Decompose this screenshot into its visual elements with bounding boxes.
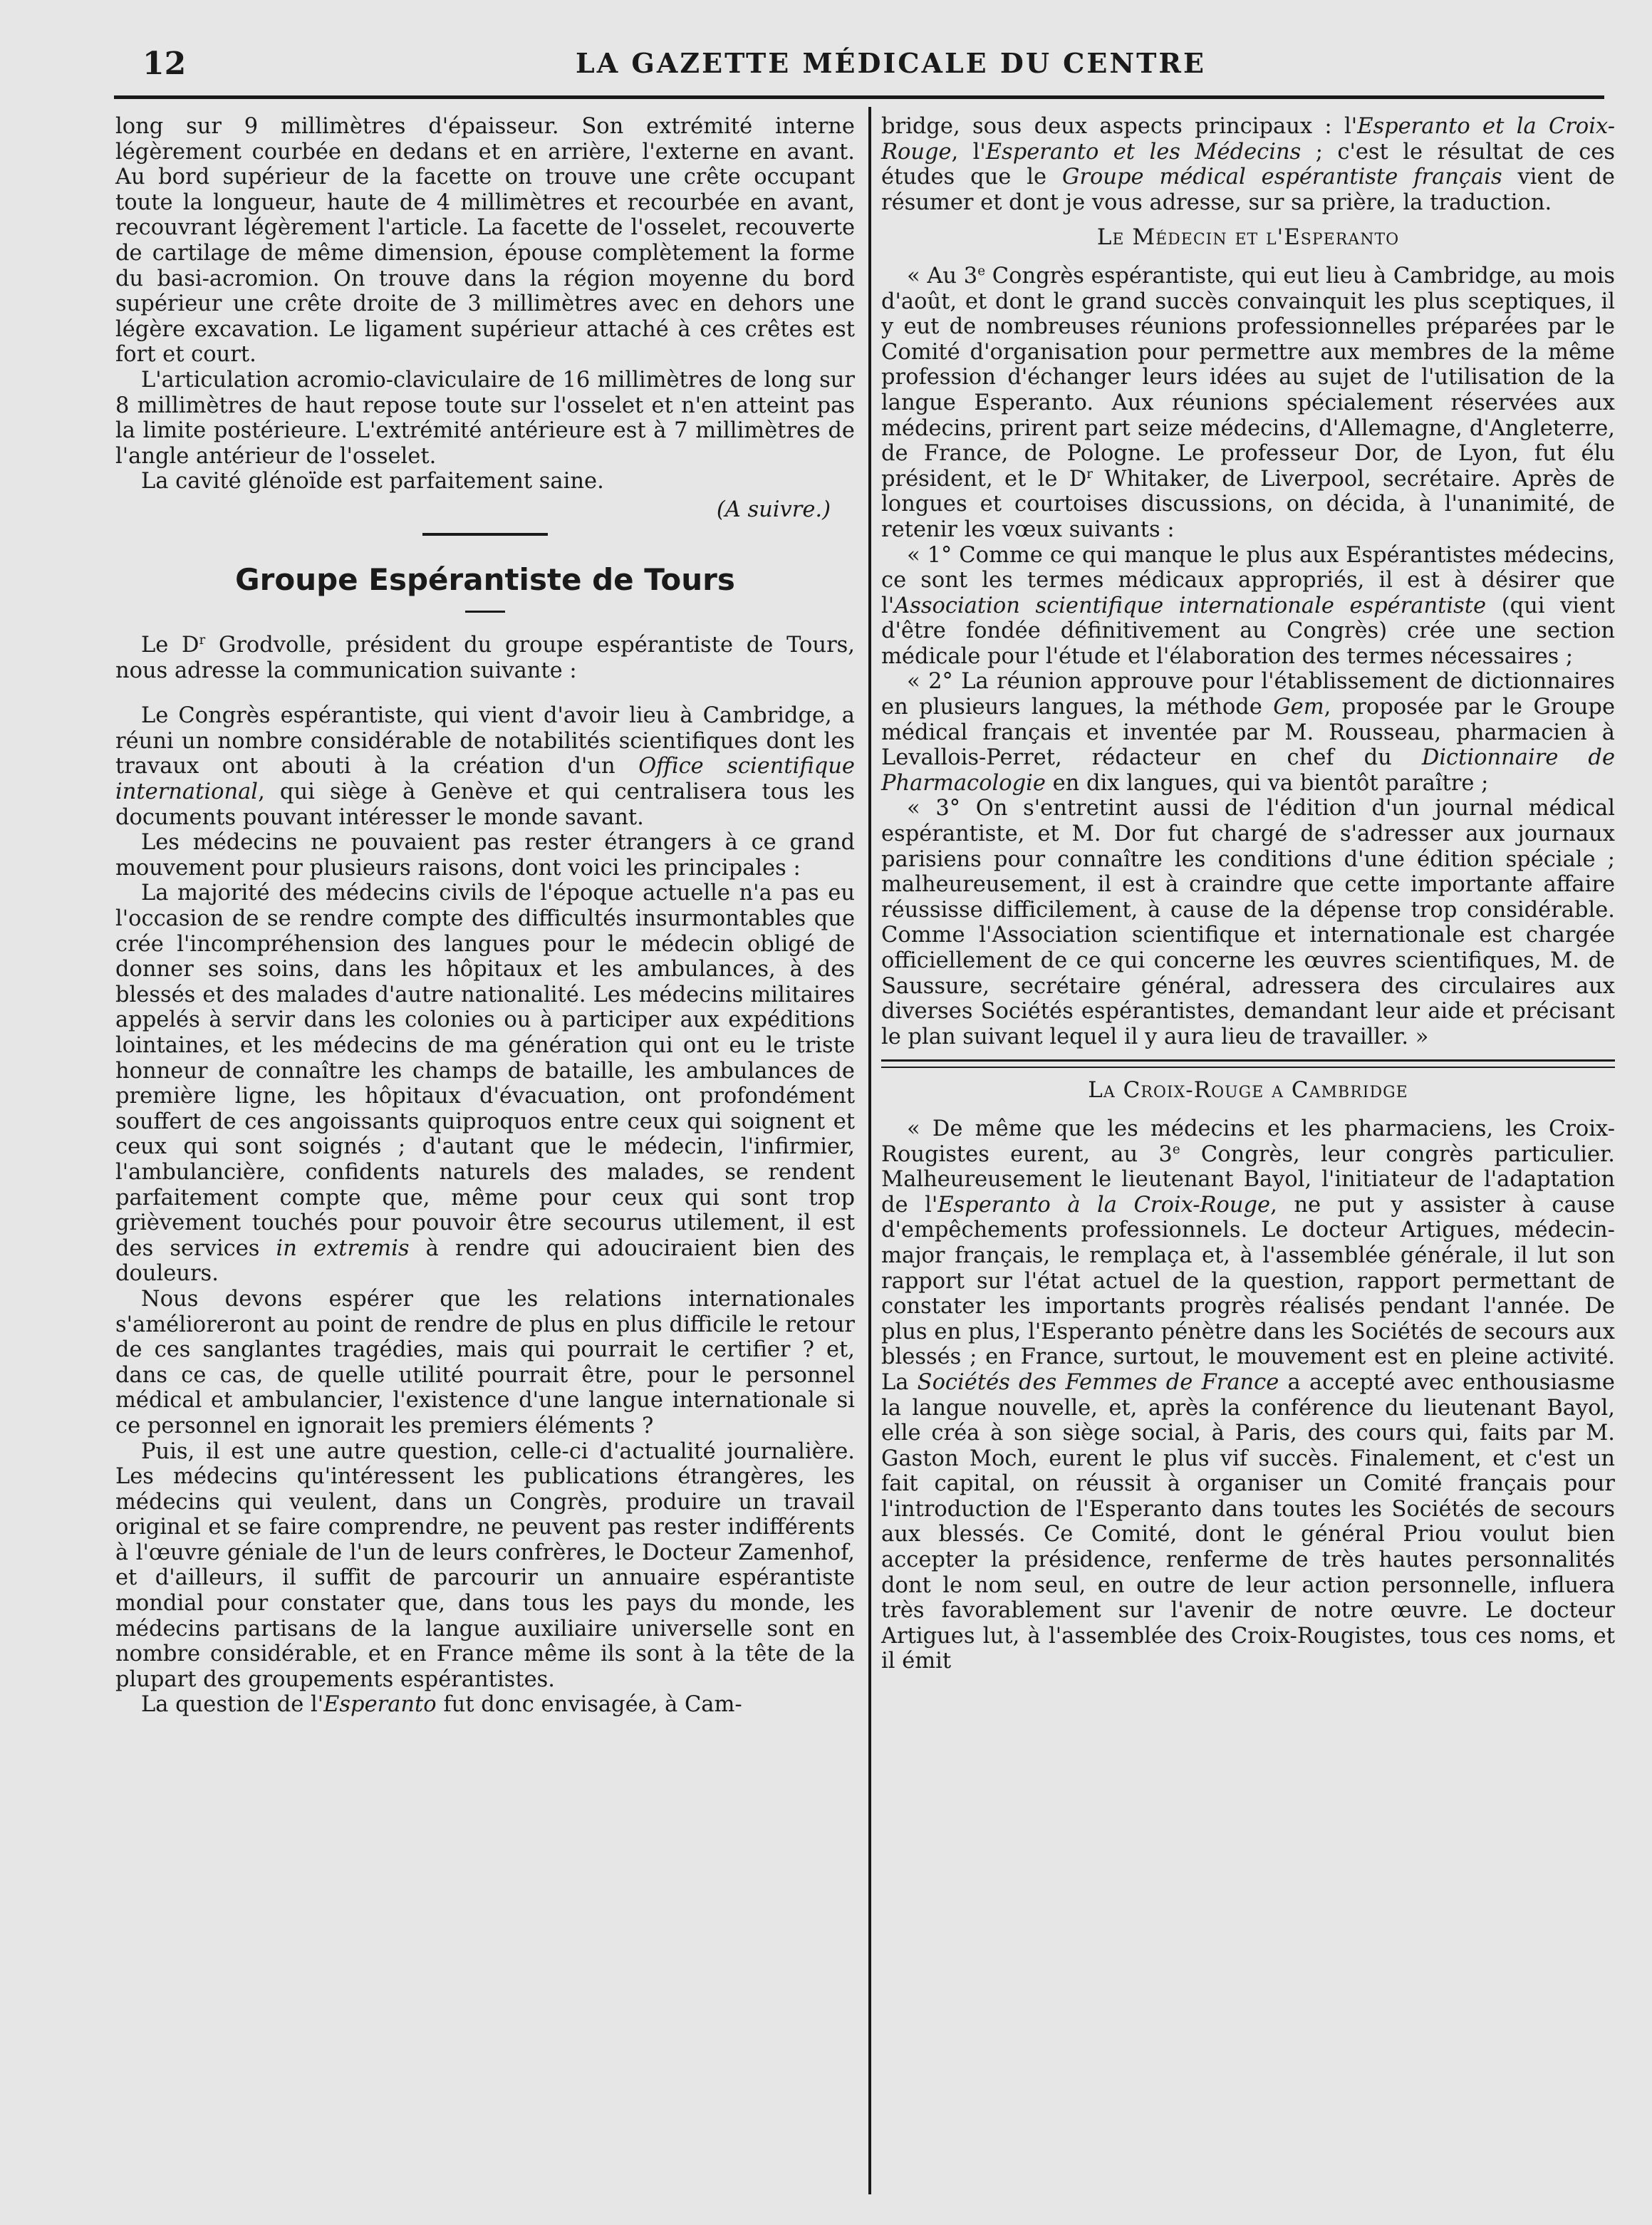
intro-paragraph: Le $D^r$ Grodvolle, président du groupe espérantiste de Tours, nous adresse la communication suivante : (115, 632, 855, 683)
section-rule (422, 533, 548, 536)
left-column (115, 114, 855, 1718)
right-column (881, 114, 1615, 1674)
title-dash (465, 611, 505, 613)
paragraph: Les médecins ne pouvaient pas rester étrangers à ce grand mouvement pour plusieurs raisons, dont voici les principales : (115, 830, 855, 881)
paragraph: L'articulation acromio-claviculaire de 16 millimètres de long sur 8 millimètres de haut repose toute sur l'osselet et n'en atteint pas la limite postérieure. L'extrémité antérieure est à 7 millimètres de l'angle antérieur de l'osselet. (115, 367, 855, 469)
section-title: Groupe Espérantiste de Tours (235, 561, 735, 597)
journal-title: LA GAZETTE MÉDICALE DU CENTRE (576, 47, 1206, 79)
paragraph: bridge, sous deux aspects principaux : l'Esperanto et la Croix-Rouge, l'Esperanto et les Médecins ; c'est le résultat de ces études que le Groupe médical espérantiste français vient de résumer et dont je vous adresse, sur sa prière, la traduction. (881, 114, 1615, 215)
paragraph: Le Congrès espérantiste, qui vient d'avoir lieu à Cambridge, a réuni un nombre considérable de notabilités scientifiques dont les travaux ont abouti à la création d'un Office scientifique international, qui siège à Genève et qui centralisera tous les documents pouvant intéresser le monde savant. (115, 703, 855, 830)
paragraph: « 3° On s'entretint aussi de l'édition d'un journal médical espérantiste, et M. Dor fut chargé de s'adresser aux journaux parisiens pour connaître les conditions d'une édition spéciale ; malheureusement, il est à craindre que cette importante affaire réussisse difficilement, à cause de la dépense trop considérable. Comme l'Association scientifique et internationale est chargée officiellement de ce qui concerne les œuvres scientifiques, M. de Saussure, secrétaire général, adressera des circulaires aux diverses Sociétés espérantistes, demandant leur aide et précisant le plan suivant lequel il y aura lieu de travailler. » (881, 796, 1615, 1049)
a-suivre: (A suivre.) (716, 497, 831, 522)
subsection-title: La Croix-Rouge a Cambridge (1088, 1077, 1408, 1104)
page-header (0, 0, 1652, 100)
paragraph: La majorité des médecins civils de l'époque actuelle n'a pas eu l'occasion de se rendre compte des difficultés insurmontables que crée l'incompréhension des langues pour le médecin obligé de donner ses soins, dans les hôpitaux et les ambulances, à des blessés et des malades d'autre nationalité. Les médecins militaires appelés à servir dans les colonies ou à participer aux expéditions lointaines, et les médecins de ma génération qui ont eu le triste honneur de connaître les champs de bataille, les ambulances de première ligne, les hôpitaux d'évacuation, ont profondément souffert de ces angoissants quiproquos entre ceux qui soignent et ceux qui sont soignés ; d'autant que le médecin, l'infirmier, l'ambulancière, confidents naturels des malades, se rendent parfaitement compte que, même pour ceux qui sont trop grièvement touchés pour pouvoir être secourus utilement, il est des services in extremis à rendre qui adouciraient bien des douleurs. (115, 881, 856, 1287)
header-rule (114, 95, 1604, 99)
page-number: 12 (142, 46, 187, 82)
spacer (115, 683, 855, 703)
paragraph: La question de l'Esperanto fut donc envisagée, à Cam- (141, 1692, 742, 1718)
paragraph: « De même que les médecins et les pharmaciens, les Croix-Rougistes eurent, au 3e Congrès, leur congrès particulier. Malheureusement le lieutenant Bayol, l'initiateur de l'adaptation de l'Esperanto à la Croix-Rouge, ne put y assister à cause d'empêchements professionnels. Le docteur Artigues, médecin-major français, le remplaça et, à l'assemblée générale, il lut son rapport sur l'état actuel de la question, rapport permettant de constater les importants progrès réalisés pendant l'année. De plus en plus, l'Esperanto pénètre dans les Sociétés de secours aux blessés ; en France, surtout, le mouvement est en pleine activité. La Sociétés des Femmes de France a accepté avec enthousiasme la langue nouvelle, et, après la conférence du lieutenant Bayol, elle créa à son siège social, à Paris, des cours qui, faits par M. Gaston Moch, eurent le plus vif succès. Finalement, et c'est un fait capital, on réussit à organiser un Comité français pour l'introduction de l'Esperanto dans toutes les Sociétés de secours aux blessés. Ce Comité, dont le général Priou voulut bien accepter la présidence, renferme de très hautes personnalités dont le nom seul, en outre de leur action personnelle, influera très favorablement sur l'avenir de notre œuvre. Le docteur Artigues lut, à l'assemblée des Croix-Rougistes, tous ces noms, et il émit (881, 1116, 1615, 1674)
paragraph: La cavité glénoïde est parfaitement saine. (141, 469, 604, 494)
paragraph: Nous devons espérer que les relations internationales s'amélioreront au point de rendre de plus en plus difficile le retour de ces sanglantes tragédies, mais qui pourrait le certifier ? et, dans ce cas, de quelle utilité pourrait être, pour le personnel médical et ambulancier, l'existence d'une langue internationale si ce personnel en ignorait les premiers éléments ? (115, 1286, 855, 1438)
paragraph: long sur 9 millimètres d'épaisseur. Son extrémité interne légèrement courbée en dedans et en arrière, l'externe en avant. Au bord supérieur de la facette on trouve une crête occupant toute la longueur, haute de 4 millimètres et recourbée en avant, recouvrant légèrement l'article. La facette de l'osselet, recouverte de cartilage de même dimension, épouse complètement la forme du basi-acromion. On trouve dans la région moyenne du bord supérieur une crête droite de 3 millimètres avec en dehors une légère excavation. Le ligament supérieur attaché à ces crêtes est fort et court. (115, 114, 855, 368)
subsection-title: Le Médecin et l'Esperanto (1096, 224, 1400, 251)
paragraph: « Au 3e Congrès espérantiste, qui eut lieu à Cambridge, au mois d'août, et dont le grand succès convainquit les plus sceptiques, il y eut de nombreuses réunions professionnelles préparées par le Comité d'organisation pour permettre aux membres de la même profession d'échanger leurs idées au sujet de l'utilisation de la langue Esperanto. Aux réunions spécialement réservées aux médecins, prirent part seize médecins, d'Allemagne, d'Angleterre, de France, de Pologne. Le professeur Dor, de Lyon, fut élu président, et le $D^r$ Whitaker, de Liverpool, secrétaire. Après de longues et courtoises discussions, on décida, à l'unanimité, de retenir les vœux suivants : (881, 263, 1615, 542)
paragraph: « 1° Comme ce qui manque le plus aux Espérantistes médecins, ce sont les termes médicaux appropriés, il est à désirer que l'Association scientifique internationale espérantiste (qui vient d'être fondée définitivement au Congrès) crée une section médicale pour l'étude et l'élaboration des termes nécessaires ; (881, 542, 1615, 669)
column-divider (868, 107, 871, 2194)
paragraph: « 2° La réunion approuve pour l'établissement de dictionnaires en plusieurs langues, la méthode Gem, proposée par le Groupe médical français et inventée par M. Rousseau, pharmacien à Levallois-Perret, rédacteur en chef du Dictionnaire de Pharmacologie en dix langues, qui va bientôt paraître ; (881, 669, 1615, 796)
paragraph: Puis, il est une autre question, celle-ci d'actualité journalière. Les médecins qu'intéressent les publications étrangères, les médecins qui veulent, dans un Congrès, produire un travail original et se faire comprendre, ne peuvent pas rester indifférents à l'œuvre géniale de l'un de leurs confrères, le Docteur Zamenhof, et d'ailleurs, il suffit de parcourir un annuaire espérantiste mondial pour constater que, dans tous les pays du monde, les médecins partisans de la langue auxiliaire universelle sont en nombre considérable, et en France même ils sont à la tête de la plupart des groupements espérantistes. (115, 1438, 855, 1692)
section-double-rule (881, 1059, 1615, 1068)
